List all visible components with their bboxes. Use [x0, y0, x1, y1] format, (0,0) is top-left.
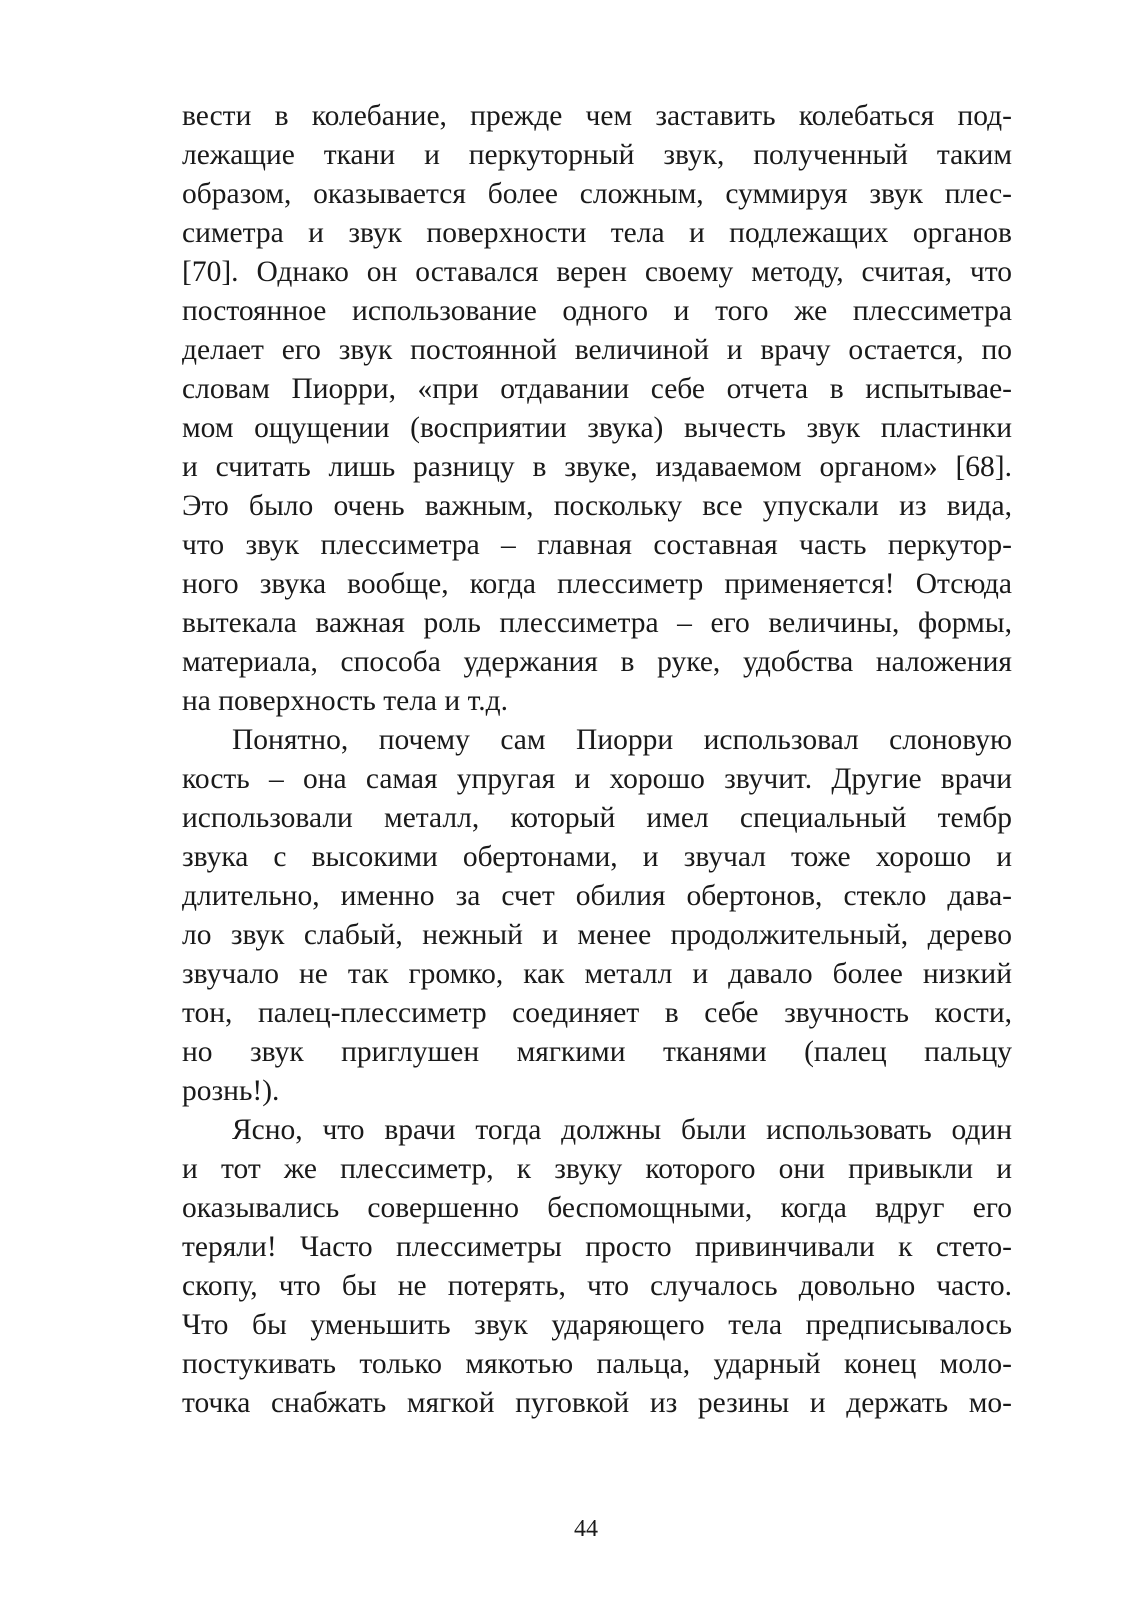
text-line: рознь!). [182, 1075, 280, 1107]
text-line: теряли! Часто плессиметры просто привинчивали к стето- [182, 1231, 1012, 1263]
text-line: и тот же плессиметр, к звуку которого они привыкли и [182, 1153, 1012, 1185]
text-line: использовали металл, который имел специальный тембр [182, 802, 1012, 834]
text-line: на поверхность тела и т.д. [182, 685, 508, 717]
text-line: ло звук слабый, нежный и менее продолжительный, дерево [182, 919, 1012, 951]
text-line: звучало не так громко, как металл и давало более низкий [182, 958, 1012, 990]
paragraph [182, 97, 1012, 721]
paragraph [182, 721, 1012, 1111]
text-line: Это было очень важным, поскольку все упускали из вида, [182, 490, 1012, 522]
text-line: образом, оказывается более сложным, суммируя звук плес- [182, 178, 1012, 210]
text-line: но звук приглушен мягкими тканями (палец пальцу [182, 1036, 1012, 1068]
text-line: оказывались совершенно беспомощными, когда вдруг его [182, 1192, 1012, 1224]
text-line: вести в колебание, прежде чем заставить колебаться под- [182, 100, 1012, 132]
text-line: [70]. Однако он оставался верен своему методу, считая, что [182, 256, 1012, 288]
text-line: точка снабжать мягкой пуговкой из резины и держать мо- [182, 1387, 1012, 1419]
text-line: звука с высокими обертонами, и звучал тоже хорошо и [182, 841, 1012, 873]
text-line: Понятно, почему сам Пиорри использовал слоновую [232, 724, 1012, 756]
page-number: 44 [574, 1516, 598, 1542]
body-text [182, 97, 1012, 1423]
text-line: скопу, что бы не потерять, что случалось довольно часто. [182, 1270, 1012, 1302]
text-line: Что бы уменьшить звук ударяющего тела предписывалось [182, 1309, 1012, 1341]
text-line: словам Пиорри, «при отдавании себе отчета в испытывае- [182, 373, 1012, 405]
text-line: кость – она самая упругая и хорошо звучит. Другие врачи [182, 763, 1012, 795]
text-line: постукивать только мякотью пальца, ударный конец моло- [182, 1348, 1012, 1380]
text-line: вытекала важная роль плессиметра – его величины, формы, [182, 607, 1012, 639]
text-line: что звук плессиметра – главная составная часть перкутор- [182, 529, 1012, 561]
paragraph [182, 1111, 1012, 1423]
text-line: симетра и звук поверхности тела и подлежащих органов [182, 217, 1012, 249]
text-line: ного звука вообще, когда плессиметр применяется! Отсюда [182, 568, 1012, 600]
text-line: лежащие ткани и перкуторный звук, полученный таким [182, 139, 1012, 171]
text-line: постоянное использование одного и того же плессиметра [182, 295, 1012, 327]
text-line: делает его звук постоянной величиной и врачу остается, по [182, 334, 1012, 366]
text-line: мом ощущении (восприятии звука) вычесть звук пластинки [182, 412, 1012, 444]
text-line: тон, палец-плессиметр соединяет в себе звучность кости, [182, 997, 1012, 1029]
text-line: длительно, именно за счет обилия обертонов, стекло дава- [182, 880, 1012, 912]
text-line: Ясно, что врачи тогда должны были использовать один [232, 1114, 1012, 1146]
text-line: и считать лишь разницу в звуке, издаваемом органом» [68]. [182, 451, 1012, 483]
text-line: материала, способа удержания в руке, удобства наложения [182, 646, 1012, 678]
